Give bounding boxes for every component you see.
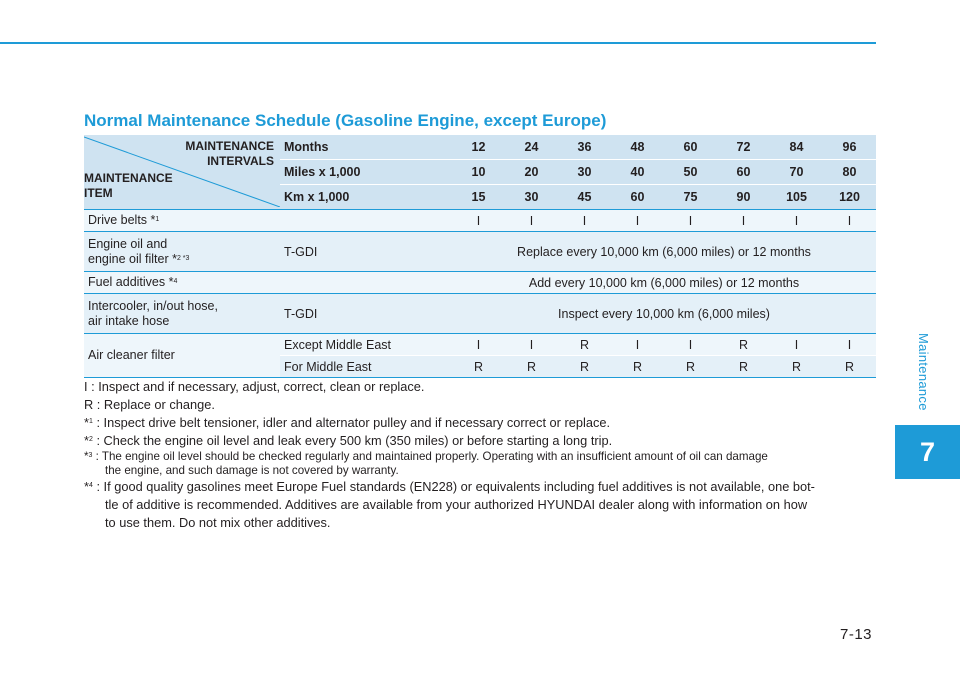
header-label: Months [280, 135, 452, 160]
value-cell: I [452, 210, 505, 232]
table-row-air-cleaner-except [84, 334, 876, 356]
header-cell: 60 [611, 185, 664, 210]
header-row-months [84, 135, 876, 160]
value-cell: I [770, 210, 823, 232]
wide-cell: Inspect every 10,000 km (6,000 miles) [452, 294, 876, 334]
header-cell: 96 [823, 135, 876, 160]
header-cell: 60 [717, 160, 770, 185]
value-cell: R [558, 356, 611, 378]
note-4: *$^4$ : If good quality gasolines meet Europe Fuel standards (EN228) or equivalents including fuel additives is not available, one bot- [84, 479, 815, 494]
top-rule [0, 42, 876, 44]
note-4-cont: tle of additive is recommended. Additives are available from your authorized HYUNDAI dealer along with information on how [105, 497, 808, 512]
header-cell: 24 [505, 135, 558, 160]
header-cell: 40 [611, 160, 664, 185]
value-cell: R [823, 356, 876, 378]
header-cell: 10 [452, 160, 505, 185]
table-row-intercooler [84, 294, 876, 334]
table-corner-cell [84, 135, 280, 210]
item-cell: Intercooler, in/out hose, air intake hose [84, 294, 280, 334]
header-cell: 75 [664, 185, 717, 210]
header-cell: 48 [611, 135, 664, 160]
table-row-fuel-additives [84, 272, 876, 294]
value-cell: I [505, 210, 558, 232]
value-cell: R [717, 356, 770, 378]
header-cell: 30 [558, 160, 611, 185]
value-cell: I [664, 210, 717, 232]
value-cell: I [717, 210, 770, 232]
sub-cell: For Middle East [280, 356, 452, 378]
note-3: *$^3$ : The engine oil level should be checked regularly and maintained properly. Operating with an insufficient amount of oil can damage [84, 450, 768, 463]
header-cell: 84 [770, 135, 823, 160]
value-cell: I [505, 334, 558, 356]
value-cell: R [717, 334, 770, 356]
header-label: Miles x 1,000 [280, 160, 452, 185]
footnotes [84, 378, 876, 532]
sub-cell: T-GDI [280, 294, 452, 334]
page-number: 7-13 [840, 626, 873, 643]
value-cell: I [452, 334, 505, 356]
value-cell: I [770, 334, 823, 356]
header-cell: 70 [770, 160, 823, 185]
value-cell: I [558, 210, 611, 232]
header-cell: 50 [664, 160, 717, 185]
header-cell: 30 [505, 185, 558, 210]
header-cell: 12 [452, 135, 505, 160]
item-cell: Engine oil and engine oil filter *$^{2 *3}$ [84, 232, 280, 272]
sub-cell: T-GDI [280, 232, 452, 272]
table-row-drive-belts [84, 210, 876, 232]
wide-cell: Add every 10,000 km (6,000 miles) or 12 months [452, 272, 876, 294]
note-3-cont: the engine, and such damage is not covered by warranty. [105, 464, 399, 477]
item-cell: Air cleaner filter [84, 334, 280, 378]
header-cell: 120 [823, 185, 876, 210]
value-cell: I [823, 334, 876, 356]
header-cell: 20 [505, 160, 558, 185]
chapter-badge: 7 [895, 425, 960, 479]
note-2: *$^2$ : Check the engine oil level and leak every 500 km (350 miles) or before starting a long trip. [84, 433, 613, 448]
sub-cell: Except Middle East [280, 334, 452, 356]
value-cell: I [823, 210, 876, 232]
header-cell: 60 [664, 135, 717, 160]
header-cell: 72 [717, 135, 770, 160]
value-cell: I [611, 334, 664, 356]
note-4-end: to use them. Do not mix other additives. [105, 515, 331, 530]
note-replace: R : Replace or change. [84, 397, 215, 412]
wide-cell: Replace every 10,000 km (6,000 miles) or 12 months [452, 232, 876, 272]
corner-item-label: MAINTENANCE ITEM [84, 171, 173, 200]
corner-intervals-label: MAINTENANCE INTERVALS [185, 139, 274, 168]
value-cell: R [611, 356, 664, 378]
header-cell: 90 [717, 185, 770, 210]
header-cell: 105 [770, 185, 823, 210]
value-cell: I [664, 334, 717, 356]
section-label: Maintenance [916, 333, 931, 411]
note-inspect: I : Inspect and if necessary, adjust, correct, clean or replace. [84, 379, 425, 394]
header-cell: 36 [558, 135, 611, 160]
header-cell: 80 [823, 160, 876, 185]
value-cell: R [558, 334, 611, 356]
note-1: *$^1$ : Inspect drive belt tensioner, idler and alternator pulley and if necessary correct or replace. [84, 415, 611, 430]
value-cell: R [452, 356, 505, 378]
maintenance-table [84, 135, 876, 378]
value-cell: R [505, 356, 558, 378]
header-cell: 15 [452, 185, 505, 210]
value-cell: R [770, 356, 823, 378]
item-cell: Drive belts *$^1$ [84, 210, 452, 232]
page-title: Normal Maintenance Schedule (Gasoline Engine, except Europe) [84, 111, 607, 130]
value-cell: R [664, 356, 717, 378]
header-cell: 45 [558, 185, 611, 210]
table-row-engine-oil [84, 232, 876, 272]
item-cell: Fuel additives *$^4$ [84, 272, 452, 294]
header-label: Km x 1,000 [280, 185, 452, 210]
value-cell: I [611, 210, 664, 232]
